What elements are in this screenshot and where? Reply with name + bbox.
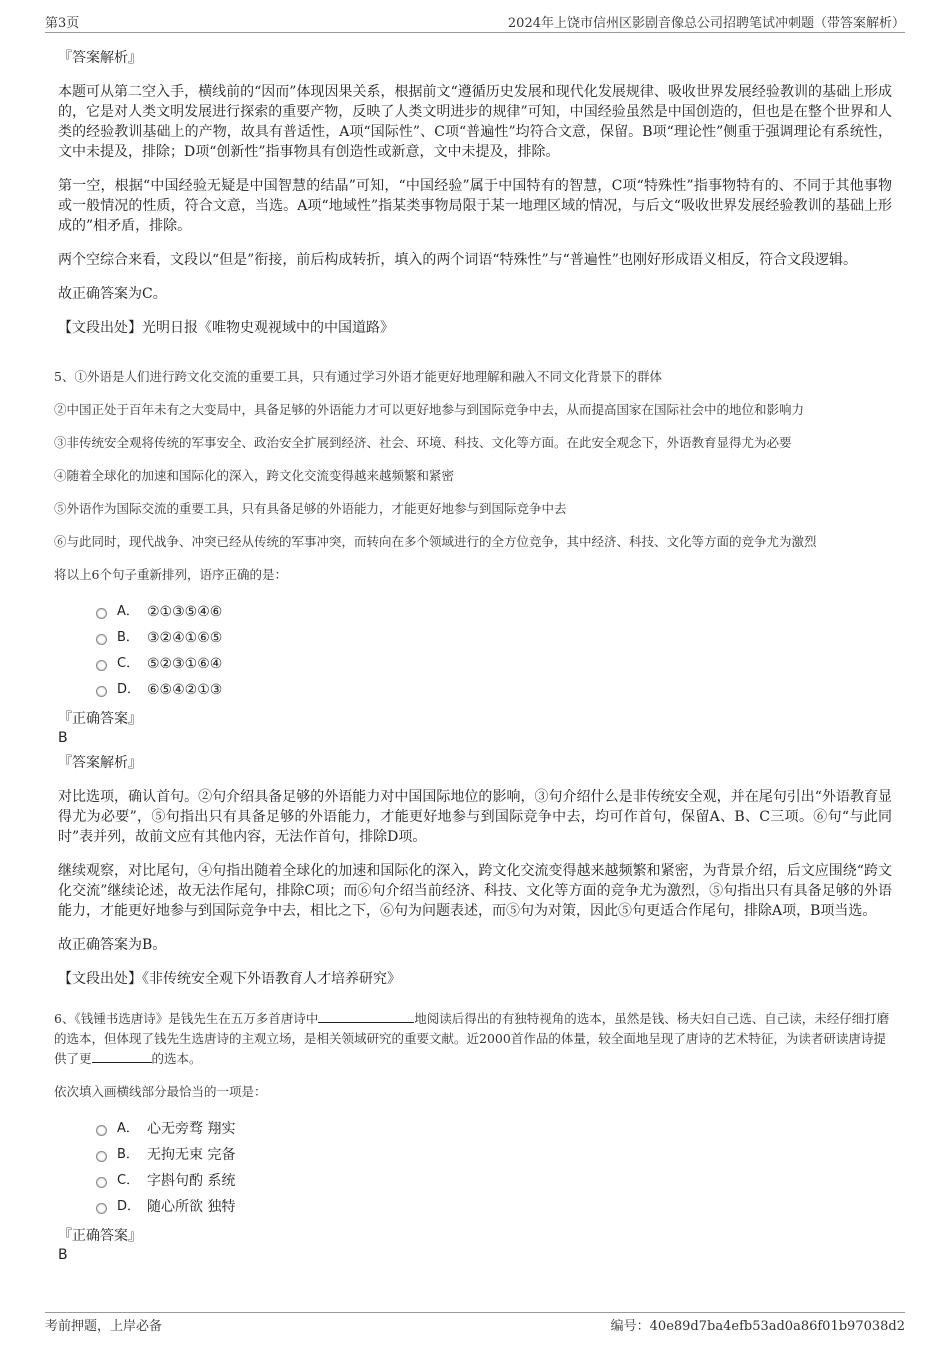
analysis-paragraph: 本题可从第二空入手，横线前的“因而”体现因果关系，根据前文“遵循历史发展和现代化发展规律、吸收世界发展经验教训的基础上形成的，它是对人类文明发展进行探索的重要产物，反映了人类文明进步的规律”可知，中国经验虽然是中国创造的，但也是在整个世界和人类的经验教训基础上的产物，故具有普适性，A项“国际性”、C项“普遍性”均符合文意，保留。B项“理论性”侧重于强调理论有系统性，文中未提及，排除；D项“创新性”指事物具有创造性或新意，文中未提及，排除。	[58, 84, 892, 160]
correct-answer: B	[58, 1247, 68, 1263]
analysis-paragraph: 第一空，根据“中国经验无疑是中国智慧的结晶”可知，“中国经验”属于中国特有的智慧，C项“特殊性”指事物特有的、不同于其他事物或一般情况的性质，符合文意，当选。A项“地域性”指某类事物局限于某一地理区域的情况，与后文“吸收世界发展经验教训的基础上形成的”相矛盾，排除。	[58, 178, 892, 234]
analysis-conclusion: 故正确答案为C。	[58, 286, 167, 302]
option-text: 无拘无束 完备	[147, 1147, 236, 1163]
option-a[interactable]: A． 心无旁骛 翔实	[96, 1116, 892, 1142]
page-content	[54, 48, 892, 1270]
question-stem: 6、《钱锺书选唐诗》是钱先生在五万多首唐诗中 地阅读后得出的有独特视角的选本，虽然是钱、杨夫妇自己选、自己读，未经仔细打磨的选本，但体现了钱先生选唐诗的主观立场，是相关领域研究的重要文献。近2000首作品的体量，较全面地呈现了唐诗的艺术特征，为读者研读唐诗提供了更 的选本。	[54, 1011, 890, 1066]
answer-label: 『正确答案』	[58, 711, 142, 727]
option-text: 随心所欲 独特	[147, 1199, 236, 1215]
sentence-item: ⑥与此同时，现代战争、冲突已经从传统的军事冲突，而转向在多个领域进行的全方位竞争，其中经济、科技、文化等方面的竞争尤为激烈	[54, 534, 817, 549]
answer-label: 『正确答案』	[58, 1228, 142, 1244]
radio-icon[interactable]	[96, 660, 107, 671]
correct-answer: B	[58, 730, 68, 746]
analysis-conclusion: 故正确答案为B。	[58, 937, 167, 953]
option-text: ③②④①⑥⑤	[147, 630, 223, 646]
document-code: 编号：40e89d7ba4efb53ad0a86f01b97038d2	[610, 1319, 905, 1334]
analysis-label: 『答案解析』	[58, 50, 142, 66]
blank-1	[318, 1010, 414, 1023]
option-b[interactable]: B． 无拘无束 完备	[96, 1142, 892, 1168]
q5-options	[96, 599, 892, 703]
option-d[interactable]: D． 随心所欲 独特	[96, 1194, 892, 1220]
question-6	[54, 1009, 894, 1101]
blank-2	[92, 1050, 152, 1063]
option-text: ②①③⑤④⑥	[147, 604, 223, 620]
option-text: ⑤②③①⑥④	[147, 656, 223, 672]
source-citation: 【文段出处】《非传统安全观下外语教育人才培养研究》	[58, 971, 401, 987]
sentence-item: ③非传统安全观将传统的军事安全、政治安全扩展到经济、社会、环境、科技、文化等方面。在此安全观念下，外语教育显得尤为必要	[54, 435, 792, 450]
question-5	[54, 368, 894, 584]
radio-icon[interactable]	[96, 1125, 107, 1136]
radio-icon[interactable]	[96, 1203, 107, 1214]
analysis-paragraph: 继续观察，对比尾句，④句指出随着全球化的加速和国际化的深入，跨文化交流变得越来越频繁和紧密，为背景介绍，后文应围绕“跨文化交流”继续论述，故无法作尾句，排除C项；而⑥句介绍当前经济、科技、文化等方面的竞争尤为激烈，⑤句指出只有具备足够的外语能力，才能更好地参与到国际竞争中去，相比之下，⑥句为问题表述，而⑤句为对策，因此⑤句更适合作尾句，排除A项，B项当选。	[58, 863, 892, 919]
sentence-item: ②中国正处于百年未有之大变局中，具备足够的外语能力才可以更好地参与到国际竞争中去，从而提高国家在国际社会中的地位和影响力	[54, 402, 805, 417]
option-b[interactable]: B． ③②④①⑥⑤	[96, 625, 892, 651]
analysis-paragraph: 对比选项，确认首句。②句介绍具备足够的外语能力对中国国际地位的影响，③句介绍什么是非传统安全观，并在尾句引出“外语教育显得尤为必要”，⑤句指出只有具备足够的外语能力，才能更好地参与到国际竞争中去，均可作首句，保留A、B、C三项。⑥句“与此同时”表并列，故前文应有其他内容，无法作首句，排除D项。	[58, 789, 892, 845]
option-c[interactable]: C． 字斟句酌 系统	[96, 1168, 892, 1194]
option-text: ⑥⑤④②①③	[147, 682, 223, 698]
analysis-paragraph: 两个空综合来看，文段以“但是”衔接，前后构成转折，填入的两个词语“特殊性”与“普遍性”也刚好形成语义相反，符合文段逻辑。	[58, 252, 857, 268]
question-prompt: 将以上6个句子重新排列，语序正确的是：	[54, 567, 287, 582]
sentence-item: ④随着全球化的加速和国际化的深入，跨文化交流变得越来越频繁和紧密	[54, 468, 455, 483]
sentence-item: ⑤外语作为国际交流的重要工具，只有具备足够的外语能力，才能更好地参与到国际竞争中去	[54, 501, 567, 516]
question-prompt: 依次填入画横线部分最恰当的一项是：	[54, 1084, 267, 1099]
option-d[interactable]: D． ⑥⑤④②①③	[96, 677, 892, 703]
option-a[interactable]: A． ②①③⑤④⑥	[96, 599, 892, 625]
radio-icon[interactable]	[96, 1151, 107, 1162]
page-footer	[45, 1312, 905, 1335]
page-header	[45, 10, 905, 33]
document-title: 2024年上饶市信州区影剧音像总公司招聘笔试冲刺题（带答案解析）	[507, 16, 905, 31]
q4-analysis	[58, 48, 892, 338]
footer-slogan: 考前押题，上岸必备	[45, 1319, 163, 1334]
source-citation: 【文段出处】光明日报《唯物史观视域中的中国道路》	[58, 320, 394, 336]
option-text: 心无旁骛 翔实	[147, 1121, 236, 1137]
radio-icon[interactable]	[96, 686, 107, 697]
option-c[interactable]: C． ⑤②③①⑥④	[96, 651, 892, 677]
page-number: 第3页	[45, 16, 80, 31]
analysis-label: 『答案解析』	[58, 755, 142, 771]
q6-options	[96, 1116, 892, 1220]
sentence-item: 5、①外语是人们进行跨文化交流的重要工具，只有通过学习外语才能更好地理解和融入不同文化背景下的群体	[54, 369, 662, 384]
radio-icon[interactable]	[96, 1177, 107, 1188]
radio-icon[interactable]	[96, 608, 107, 619]
radio-icon[interactable]	[96, 634, 107, 645]
option-text: 字斟句酌 系统	[147, 1173, 236, 1189]
